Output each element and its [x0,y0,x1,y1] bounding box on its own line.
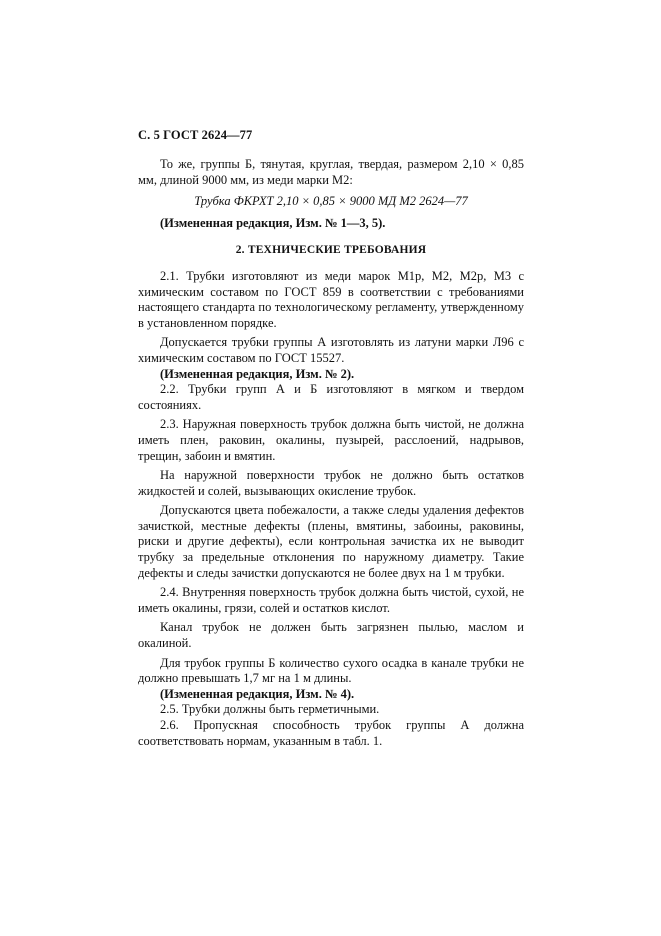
paragraph-2-4-b: Канал трубок не должен быть загрязнен пылью, маслом и окалиной. [138,620,524,651]
paragraph-2-4: 2.4. Внутренняя поверхность трубок должна быть чистой, сухой, не иметь окалины, грязи, солей и остатков кислот. [138,585,524,615]
paragraph-2-3-c: Допускаются цвета побежалости, а также следы удаления дефектов зачисткой, местные дефекты (плены, вмятины, забоины, раковины, риски и другие дефекты), если контрольная зачистка их не выводит трубку за предельные отклонения по наружному диаметру. Такие дефекты и следы зачистки допускаются не более двух на 1 м трубки. [138,503,524,580]
paragraph-2-3: 2.3. Наружная поверхность трубок должна быть чистой, не должна иметь плен, раковин, окалины, пузырей, расслоений, надрывов, трещин, забоин и вмятин. [138,417,524,463]
paragraph-2-4-c: Для трубок группы Б количество сухого осадка в канале трубки не должно превышать 1,7 мг на 1 м длины. [138,655,524,686]
page-header: С. 5 ГОСТ 2624—77 [138,128,253,142]
paragraph-2-2: 2.2. Трубки групп А и Б изготовляют в мягком и твердом состояниях. [138,382,524,412]
document-body [138,157,524,749]
paragraph-2-5: 2.5. Трубки должны быть герметичными. [160,702,380,717]
paragraph-2-6: 2.6. Пропускная способность трубок группы А должна соответствовать нормам, указанным в табл. 1. [138,718,524,748]
paragraph-2-1-b: Допускается трубки группы А изготовлять из латуни марки Л96 с химическим составом по ГОСТ 15527. [138,335,524,365]
designation-example: Трубка ФКРХТ 2,10 × 0,85 × 9000 МД М2 2624—77 [194,194,468,209]
example-paragraph: То же, группы Б, тянутая, круглая, твердая, размером 2,10 × 0,85 мм, длиной 9000 мм, из меди марки М2: [138,157,524,187]
paragraph-2-1: 2.1. Трубки изготовляют из меди марок М1р, М2, М2р, М3 с химическим составом по ГОСТ 859 в соответствии с требованиями настоящего стандарта по технологическому регламенту, утвержденному в установленном порядке. [138,268,524,330]
revision-note-2: (Измененная редакция, Изм. № 2). [160,366,355,381]
revision-note-4: (Измененная редакция, Изм. № 4). [160,686,355,701]
revision-note-1: (Измененная редакция, Изм. № 1—3, 5). [160,215,386,230]
section-title: 2. ТЕХНИЧЕСКИЕ ТРЕБОВАНИЯ [235,244,427,257]
paragraph-2-3-b: На наружной поверхности трубок не должно быть остатков жидкостей и солей, вызывающих окисление трубок. [138,468,524,498]
